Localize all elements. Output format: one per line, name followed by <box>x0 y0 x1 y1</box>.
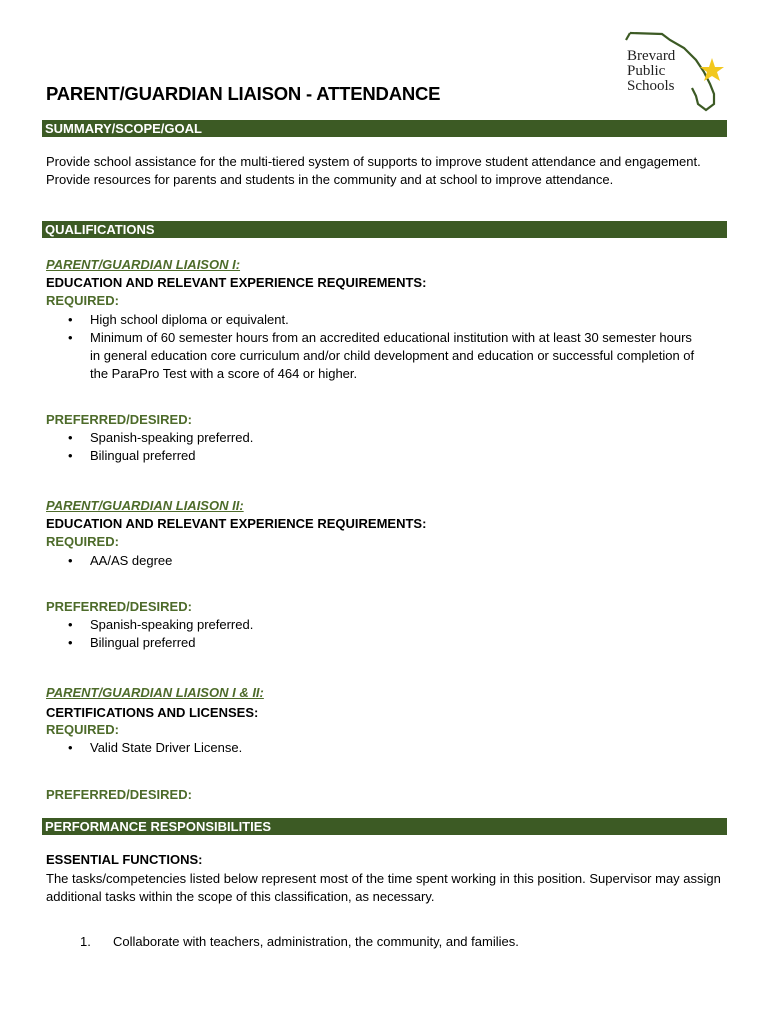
list-item: • Minimum of 60 semester hours from an accredited educational institution with at least 30 semester hours in general education core curriculum and/or child development and education or successful completion of the ParaPro Test with a score of 464 or higher. <box>64 329 704 383</box>
section-heading-summary: SUMMARY/SCOPE/GOAL <box>42 120 727 137</box>
liaison-1-required-label: REQUIRED: <box>46 293 119 308</box>
list-item: • High school diploma or equivalent. <box>64 311 704 329</box>
liaison-1-2-preferred-label: PREFERRED/DESIRED: <box>46 787 192 802</box>
liaison-1-education-heading: EDUCATION AND RELEVANT EXPERIENCE REQUIREMENTS: <box>46 275 427 290</box>
logo-line-1: Brevard <box>627 48 676 64</box>
liaison-2-preferred-label: PREFERRED/DESIRED: <box>46 599 192 614</box>
list-item: • Bilingual preferred <box>64 447 704 465</box>
item-number: 1. <box>80 934 91 949</box>
liaison-2-title: PARENT/GUARDIAN LIAISON II: <box>46 498 244 513</box>
liaison-1-title: PARENT/GUARDIAN LIAISON I: <box>46 257 241 272</box>
list-item: • Spanish-speaking preferred. <box>64 429 704 447</box>
section-heading-qualifications: QUALIFICATIONS <box>42 221 727 238</box>
summary-text: Provide school assistance for the multi-tiered system of supports to improve student attendance and engagement. Provide resources for parents and students in the community and at school to improve attendance. <box>46 154 701 187</box>
list-item: • Valid State Driver License. <box>64 739 704 757</box>
liaison-1-preferred-label: PREFERRED/DESIRED: <box>46 412 192 427</box>
liaison-2-preferred-list <box>64 616 704 652</box>
liaison-1-2-required-label: REQUIRED: <box>46 722 119 737</box>
item-text: Collaborate with teachers, administration, the community, and families. <box>113 934 519 949</box>
essential-functions-heading: ESSENTIAL FUNCTIONS: <box>46 852 203 867</box>
liaison-1-2-title: PARENT/GUARDIAN LIAISON I & II: <box>46 685 264 700</box>
florida-outline-icon <box>600 30 732 112</box>
liaison-2-required-list <box>64 552 704 570</box>
liaison-1-2-required-list <box>64 739 704 757</box>
section-heading-performance: PERFORMANCE RESPONSIBILITIES <box>42 818 727 835</box>
brevard-public-schools-logo <box>600 30 732 112</box>
list-item: • AA/AS degree <box>64 552 704 570</box>
logo-line-2: Public <box>627 63 666 79</box>
certifications-heading: CERTIFICATIONS AND LICENSES: <box>46 705 259 720</box>
liaison-1-preferred-list <box>64 429 704 465</box>
liaison-2-education-heading: EDUCATION AND RELEVANT EXPERIENCE REQUIREMENTS: <box>46 516 427 531</box>
star-icon <box>700 58 724 81</box>
logo-line-3: Schools <box>627 78 675 94</box>
page-title: PARENT/GUARDIAN LIAISON - ATTENDANCE <box>46 83 441 104</box>
liaison-2-required-label: REQUIRED: <box>46 534 119 549</box>
list-item: • Bilingual preferred <box>64 634 704 652</box>
essential-functions-text: The tasks/competencies listed below represent most of the time spent working in this position. Supervisor may assign additional tasks within the scope of this classification, as necessary. <box>46 871 721 904</box>
liaison-1-required-list <box>64 311 704 383</box>
list-item: • Spanish-speaking preferred. <box>64 616 704 634</box>
